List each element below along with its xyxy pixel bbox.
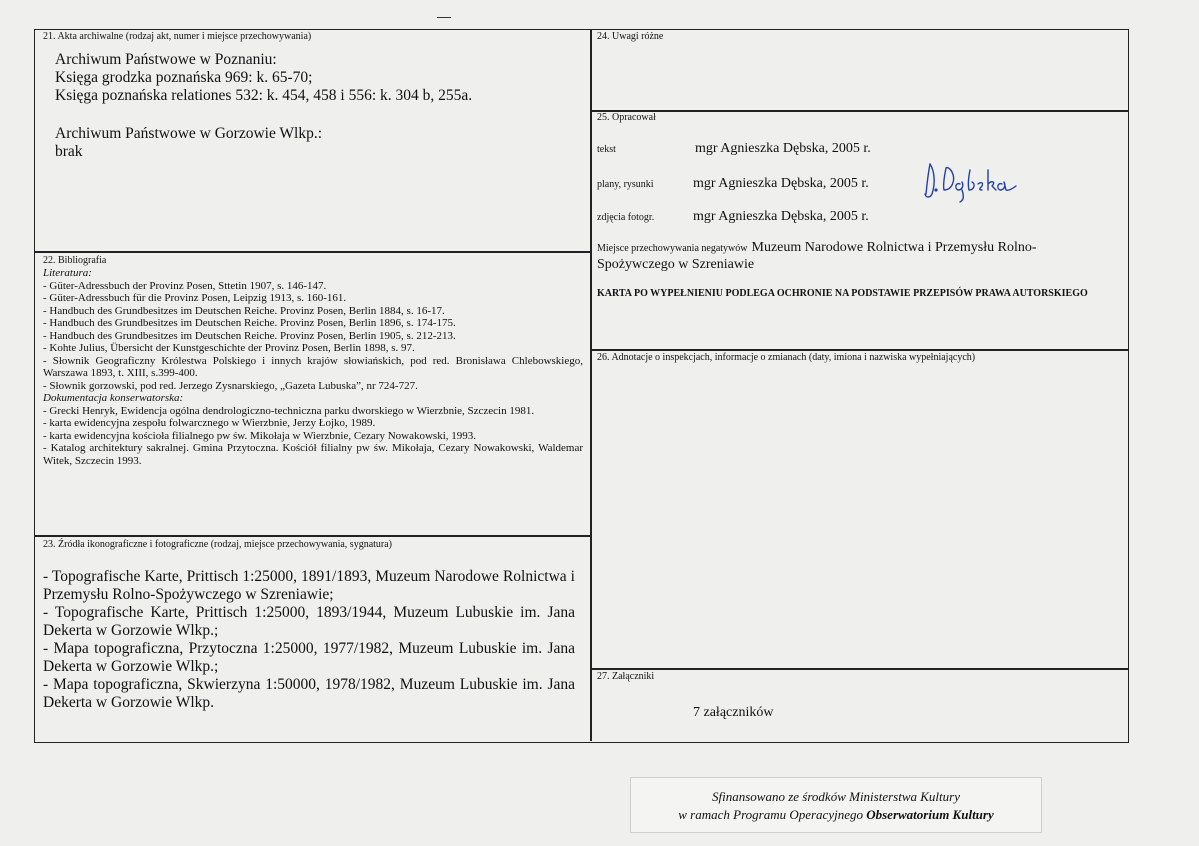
section-iconographic-sources [43, 539, 575, 739]
form-frame [34, 29, 1129, 743]
attachments-count: 7 załączników [693, 705, 774, 720]
source-item: - Topografische Karte, Prittisch 1:25000, 1893/1944, Muzeum Lubuskie im. Jana Dekerta w Gorzowie Wlkp.; [43, 604, 575, 639]
section-bibliography [43, 255, 583, 533]
section-24-header: 24. Uwagi różne [597, 31, 664, 42]
column-divider [590, 30, 592, 741]
top-dash-mark [437, 17, 451, 18]
section-remarks [597, 31, 1117, 109]
source-item: - Topografische Karte, Prittisch 1:25000, 1891/1893, Muzeum Narodowe Rolnictwa i Przemysłu Rolno-Spożywczego w Szreniawie; [43, 568, 575, 603]
archive-line: Archiwum Państwowe w Gorzowie Wlkp.: [55, 125, 323, 142]
section-attachments [597, 671, 1121, 741]
archive-line: Archiwum Państwowe w Poznaniu: [55, 51, 277, 68]
handwritten-signature [922, 160, 1022, 204]
source-item: - Mapa topograficzna, Przytoczna 1:25000, 1977/1982, Muzeum Lubuskie im. Jana Dekerta w Gorzowie Wlkp.; [43, 640, 575, 675]
conservation-doc-item: - Katalog architektury sakralnej. Gmina Przytoczna. Kościół filialny pw św. Mikołaja, Cezary Nowakowski, Waldemar Witek, Szczecin 1993. [43, 442, 583, 467]
prepared-row-value: mgr Agnieszka Dębska, 2005 r. [693, 209, 869, 224]
bibliography-item: - Handbuch des Grundbesitzes im Deutschen Reiche. Provinz Posen, Berlin 1884, s. 16-17. [43, 304, 445, 317]
archive-line: Księga grodzka poznańska 969: k. 65-70; [55, 69, 313, 86]
conservation-docs-label: Dokumentacja konserwatorska: [43, 392, 184, 404]
bibliography-item: - Güter-Adressbuch der Provinz Posen, Sttetin 1907, s. 146-147. [43, 279, 327, 292]
program-name: Obserwatorium Kultury [866, 807, 994, 822]
conservation-doc-item: - karta ewidencyjna zespołu folwarcznego w Wierzbnie, Jerzy Łojko, 1989. [43, 417, 376, 429]
bibliography-item: - Słownik Geograficzny Królestwa Polskiego i innych krajów słowiańskich, pod red. Bronisława Chlebowskiego, Warszawa 1893, t. XIII, s.399-400. [43, 354, 583, 379]
negatives-location: Muzeum Narodowe Rolnictwa i Przemysłu Rolno- [751, 240, 1037, 255]
funding-footer [630, 777, 1042, 833]
section-22-header: 22. Bibliografia [43, 255, 107, 266]
funding-line [631, 806, 1041, 824]
literature-label: Literatura: [43, 267, 92, 279]
section-inspection-annotations [597, 352, 1121, 666]
divider-25-26 [591, 349, 1128, 351]
program-text: w ramach Programu Operacyjnego [678, 807, 863, 822]
archive-line: brak [55, 143, 83, 160]
prepared-row-value: mgr Agnieszka Dębska, 2005 r. [695, 141, 871, 156]
divider-22-23 [35, 535, 591, 537]
bibliography-item: - Handbuch des Grundbesitzes im Deutschen Reiche. Provinz Posen, Berlin 1896, s. 174-175. [43, 317, 456, 329]
section-27-header: 27. Załączniki [597, 671, 655, 682]
section-archival-records [43, 31, 583, 249]
copyright-notice: KARTA PO WYPEŁNIENIU PODLEGA OCHRONIE NA PODSTAWIE PRZEPISÓW PRAWA AUTORSKIEGO [597, 288, 1088, 299]
divider-26-27 [591, 668, 1128, 670]
funding-line: Sfinansowano ze środków Ministerstwa Kultury [712, 789, 960, 804]
section-26-header: 26. Adnotacje o inspekcjach, informacje o zmianach (daty, imiona i nazwiska wypełniających) [597, 352, 976, 363]
source-item: - Mapa topograficzna, Skwierzyna 1:50000, 1978/1982, Muzeum Lubuskie im. Jana Dekerta w Gorzowie Wlkp. [43, 676, 575, 711]
section-prepared-by [597, 112, 1121, 347]
section-21-header: 21. Akta archiwalne (rodzaj akt, numer i miejsce przechowywania) [43, 31, 312, 42]
divider-21-22 [35, 251, 591, 253]
conservation-doc-item: - Grecki Henryk, Ewidencja ogólna dendrologiczno-techniczna parku dworskiego w Wierzbnie, Szczecin 1981. [43, 404, 535, 417]
bibliography-item: - Handbuch des Grundbesitzes im Deutschen Reiche. Provinz Posen, Berlin 1905, s. 212-213. [43, 329, 456, 342]
section-23-header: 23. Źródła ikonograficzne i fotograficzne (rodzaj, miejsce przechowywania, sygnatura) [43, 539, 393, 550]
prepared-row-label: zdjęcia fotogr. [597, 212, 655, 223]
negatives-label: Miejsce przechowywania negatywów [597, 243, 748, 254]
prepared-row-value: mgr Agnieszka Dębska, 2005 r. [693, 176, 869, 191]
section-25-header: 25. Opracował [597, 112, 656, 123]
negatives-location-continued: Spożywczego w Szreniawie [597, 257, 755, 272]
conservation-doc-item: - karta ewidencyjna kościoła filialnego pw św. Mikołaja w Wierzbnie, Cezary Nowakowski, 1993. [43, 429, 477, 442]
bibliography-item: - Kohte Julius, Übersicht der Kunstgeschichte der Provinz Posen, Berlin 1898, s. 97. [43, 342, 415, 354]
bibliography-item: - Güter-Adressbuch für die Provinz Posen, Leipzig 1913, s. 160-161. [43, 292, 347, 304]
archive-line: Księga poznańska relationes 532: k. 454, 458 i 556: k. 304 b, 255a. [55, 87, 473, 104]
bibliography-item: - Słownik gorzowski, pod red. Jerzego Zysnarskiego, „Gazeta Lubuska”, nr 724-727. [43, 379, 418, 392]
prepared-row-label: plany, rysunki [597, 179, 654, 190]
prepared-row-label: tekst [597, 144, 616, 155]
